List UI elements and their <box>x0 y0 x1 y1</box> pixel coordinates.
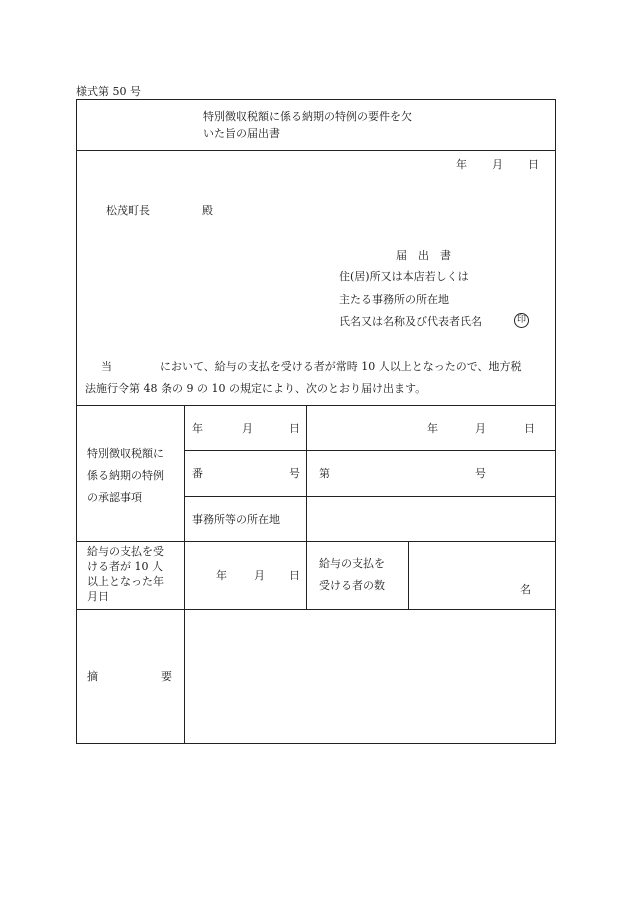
statement-line2: 法施行令第 48 条の 9 の 10 の規定により、次のとおり届け出ます。 <box>85 382 427 395</box>
statement-line1: において、給与の支払を受ける者が常時 10 人以上となったので、地方税 <box>160 360 522 373</box>
row1-divider <box>184 450 556 451</box>
date-year: 年 <box>456 158 467 171</box>
form-title-line1: 特別徴収税額に係る納期の特例の要件を欠 <box>203 110 412 123</box>
approval-label-line3: の承認事項 <box>87 491 142 504</box>
row4-month: 月 <box>254 569 265 582</box>
notifier-name-label: 氏名又は名称及び代表者氏名 <box>339 315 482 328</box>
date-month: 月 <box>492 158 503 171</box>
row2-divider <box>184 496 556 497</box>
approval-bottom-divider <box>76 541 556 542</box>
notifier-address-line1: 住(居)所又は本店若しくは <box>339 270 469 283</box>
row1-month2: 月 <box>475 422 486 435</box>
row4-count-label-line2: 受ける者の数 <box>319 579 385 592</box>
row4-unit: 名 <box>520 583 531 596</box>
row4-label-line4: 月日 <box>87 590 109 603</box>
row1-day: 日 <box>289 422 300 435</box>
notifier-heading: 届 出 書 <box>396 249 451 262</box>
row1-year: 年 <box>192 422 203 435</box>
date-day: 日 <box>528 158 539 171</box>
remarks-char1: 摘 <box>87 670 98 683</box>
form-number: 様式第 50 号 <box>76 85 141 98</box>
row3-office-location-label: 事務所等の所在地 <box>192 513 280 526</box>
approval-label-line2: 係る納期の特例 <box>87 469 164 482</box>
remarks-char2: 要 <box>161 670 172 683</box>
statement-divider <box>76 405 556 406</box>
count-column-divider <box>408 541 409 609</box>
seal-mark: 印 <box>514 313 529 328</box>
notifier-address-line2: 主たる事務所の所在地 <box>339 293 449 306</box>
row2-go: 号 <box>289 467 300 480</box>
row4-label-line3: 以上となった年 <box>87 575 164 588</box>
row1-month: 月 <box>242 422 253 435</box>
form-title-line2: いた旨の届出書 <box>203 127 280 140</box>
row4-count-label-line1: 給与の支払を <box>319 557 385 570</box>
row4-day: 日 <box>289 569 300 582</box>
statement-prefix: 当 <box>101 360 112 373</box>
addressee-honorific: 殿 <box>202 204 213 217</box>
row2-go2: 号 <box>475 467 486 480</box>
row4-label-line1: 給与の支払を受 <box>87 545 164 558</box>
row2-dai: 第 <box>319 467 330 480</box>
row1-day2: 日 <box>524 422 535 435</box>
title-divider <box>76 150 556 151</box>
row1-year2: 年 <box>427 422 438 435</box>
approval-label-line1: 特別徴収税額に <box>87 447 164 460</box>
addressee-name: 松茂町長 <box>106 204 150 217</box>
remarks-field[interactable] <box>185 610 555 743</box>
row4-year: 年 <box>216 569 227 582</box>
middle-column-divider <box>306 405 307 609</box>
row4-label-line2: ける者が 10 人 <box>87 560 163 573</box>
row2-ban: 番 <box>192 467 203 480</box>
